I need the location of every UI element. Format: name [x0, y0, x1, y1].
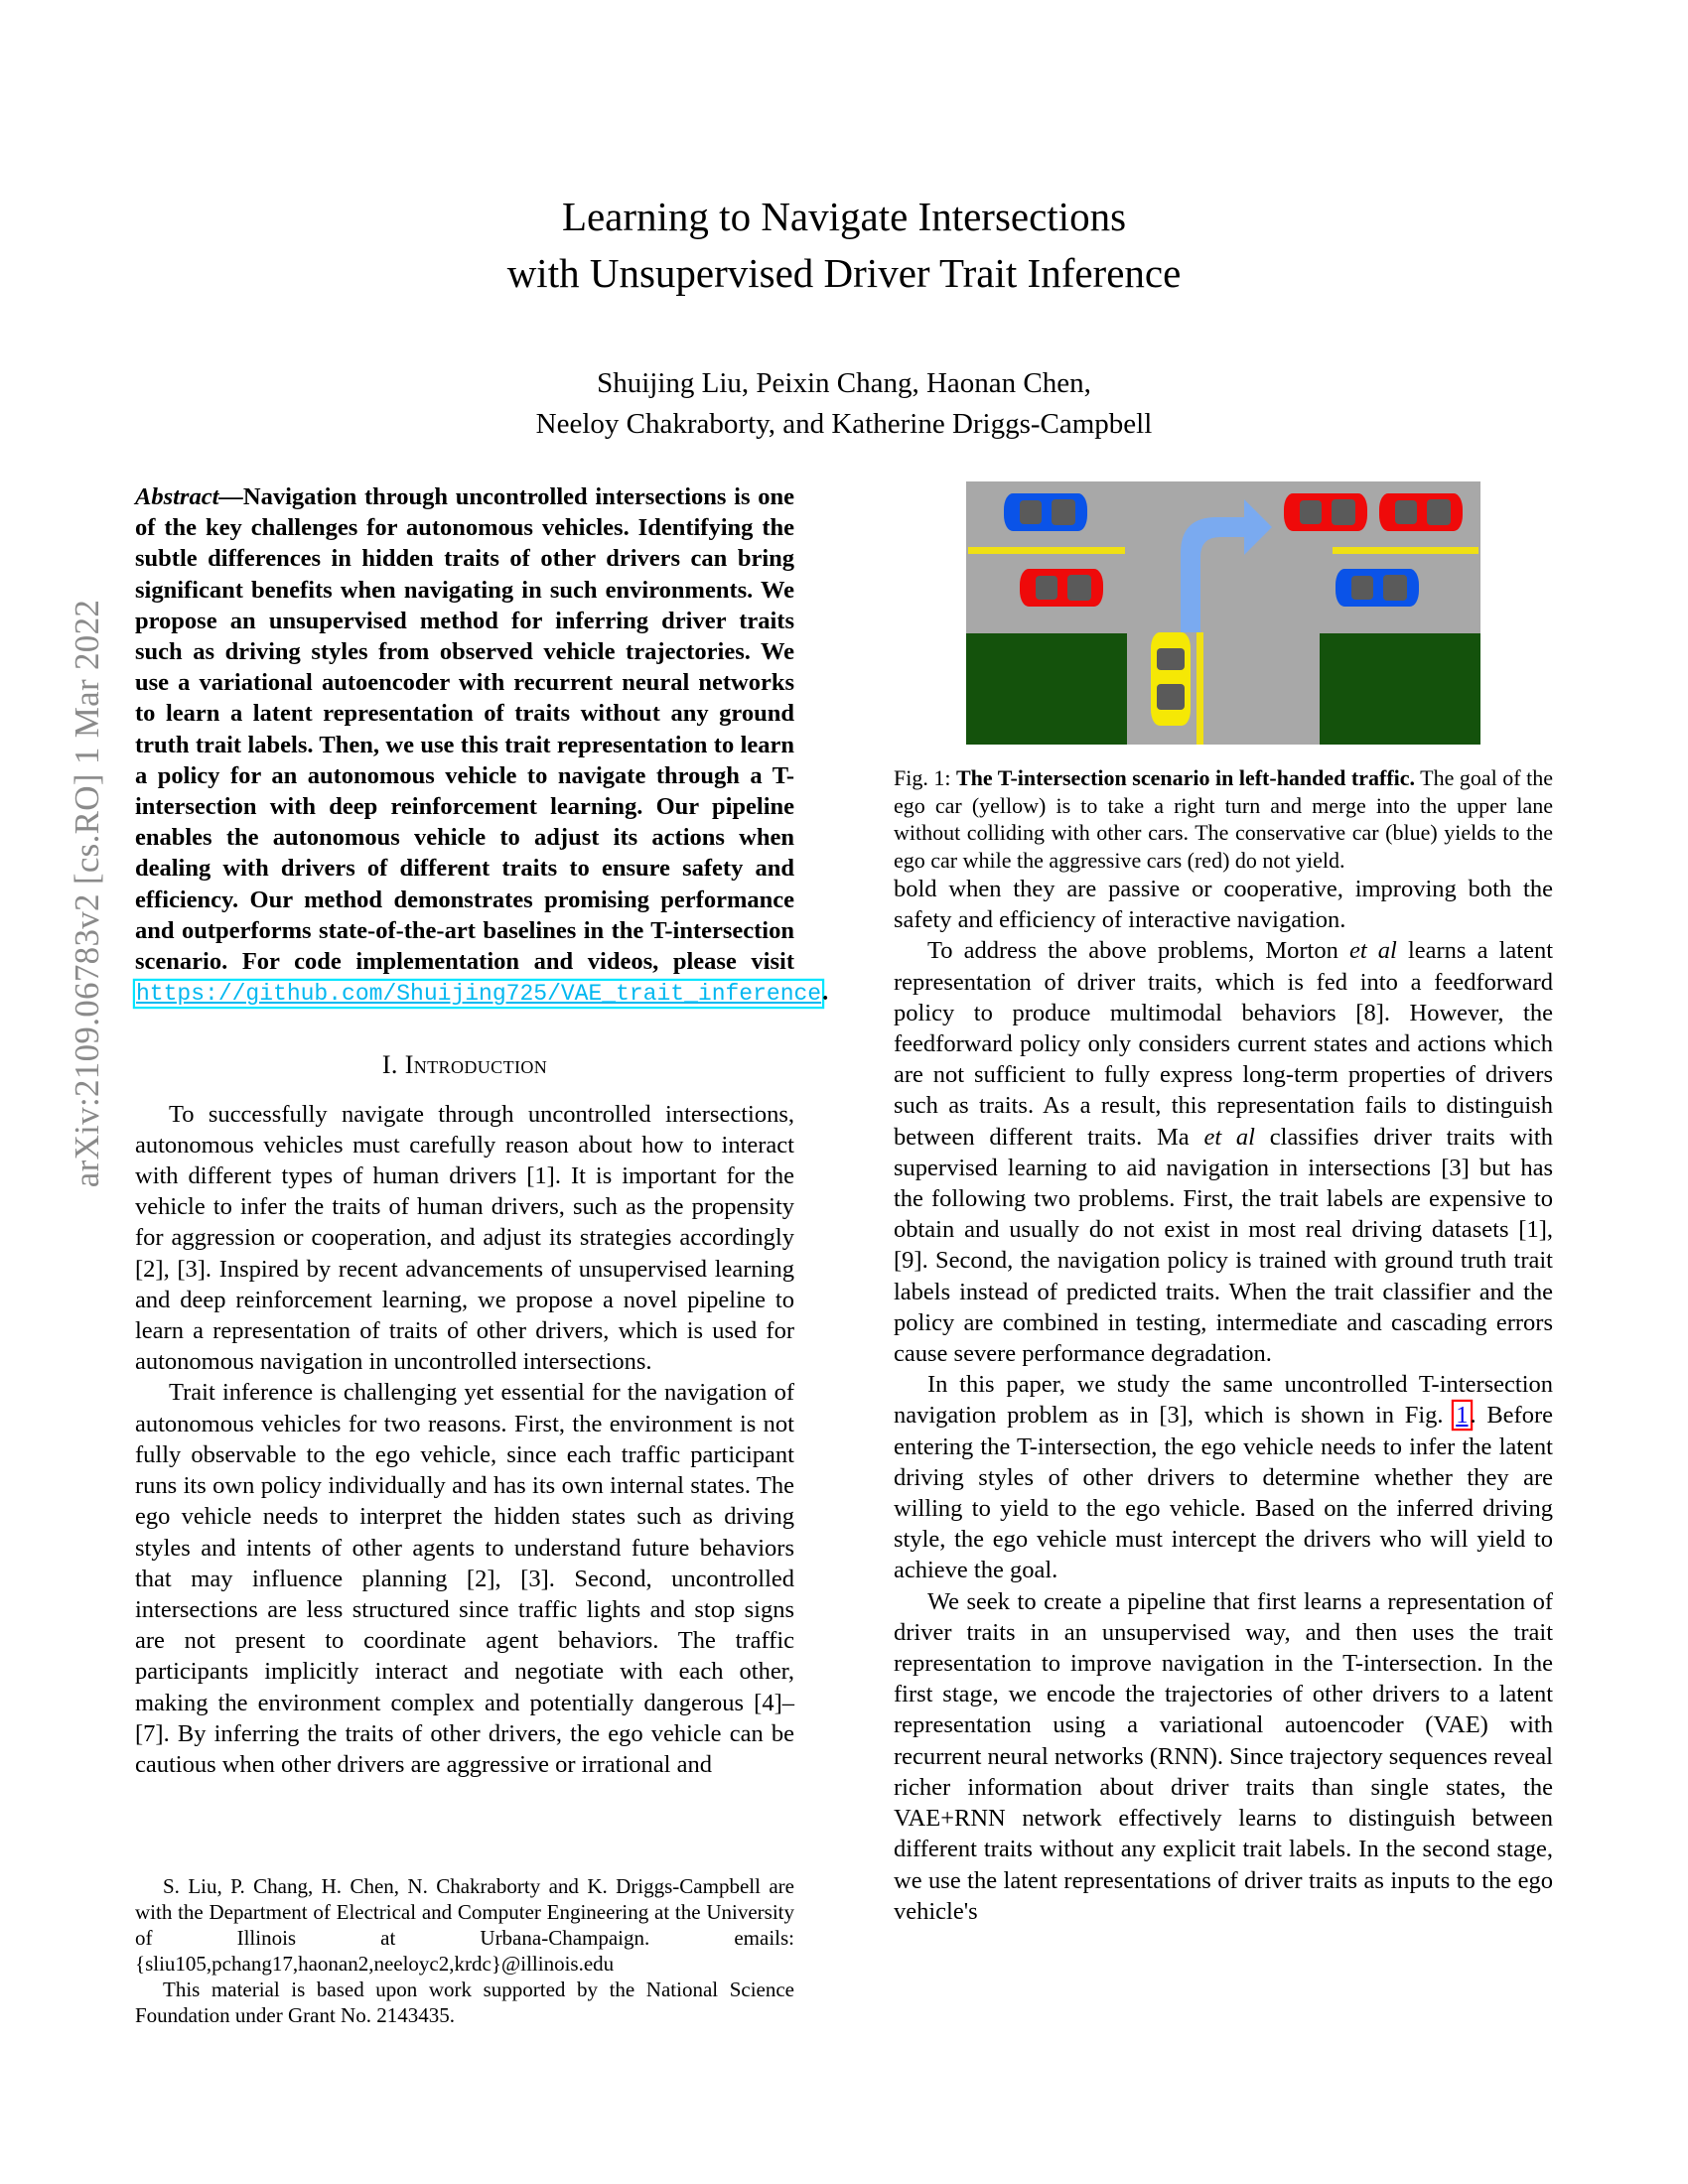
- ma-et-al-2: et al: [1203, 1123, 1255, 1151]
- car-shadow: [1334, 567, 1421, 609]
- figure-caption: [894, 764, 1553, 874]
- author-list: [129, 363, 1559, 445]
- footnote-affiliation: S. Liu, P. Chang, H. Chen, N. Chakraborty and K. Driggs-Campbell are with the Department of Electrical and Computer Engineering at the University of Illinois at Urbana-Champaign. emails: {sliu105,pchang17,haonan2,neeloyc2,krdc}@illinois.edu: [135, 1874, 794, 1976]
- car-window-front: [1020, 500, 1042, 524]
- intro-paragraph-1: To successfully navigate through uncontrolled intersections, autonomous vehicles must carefully reason about how to interact with different types of human drivers [1]. It is important for the vehicle to infer the traits of human drivers, such as the propensity for aggression or cooperation, and adjust its strategies accordingly [2], [3]. Inspired by recent advancements of unsupervised learning and deep reinforcement learning, we propose a novel pipeline to learn a representation of traits of other drivers, which is used for autonomous navigation in uncontrolled intersections.: [135, 1100, 794, 1376]
- car-window-rear: [1427, 499, 1451, 525]
- car-shadow: [1002, 491, 1089, 533]
- right-paragraph-continued: bold when they are passive or cooperative, improving both the safety and efficiency of interactive navigation.: [894, 876, 1553, 934]
- section-numeral: I.: [381, 1050, 398, 1080]
- car-window-front: [1351, 576, 1373, 600]
- figure-caption-rest: The goal of the ego car (yellow) is to take a right turn and merge into the upper lane without colliding with other cars. The conservative car (blue) yields to the ego car while the aggressive cars (red) do not yield.: [894, 765, 1553, 873]
- turn-arrow-icon: [1159, 495, 1276, 634]
- lane-marking-left: [968, 547, 1125, 554]
- car-window-front: [1157, 648, 1185, 670]
- figure-1: [894, 481, 1553, 874]
- morton-text-c: classifies driver traits with supervised learning to aid navigation in intersections [3] but has the following two problems. First, the trait labels are expensive to obtain and usually do not exist in most real driving datasets [1], [9]. Second, the navigation policy is trained with ground truth trait labels instead of predicted traits. When the trait classifier and the policy are combined in testing, intermediate and cascading errors cause severe performance degradation.: [894, 1123, 1553, 1368]
- car-blue-top-left: [1004, 493, 1087, 531]
- abstract-lead: Abstract—: [135, 483, 243, 510]
- right-paragraph-thispaper: [894, 1369, 1553, 1585]
- car-window-rear: [1157, 684, 1185, 710]
- intro-paragraph-2: Trait inference is challenging yet essential for the navigation of autonomous vehicles for two reasons. First, the environment is not fully observable to the ego vehicle, since each traffic participant runs its own policy individually and has its own internal states. The ego vehicle needs to interpret the hidden states such as driving styles and intents of other agents to understand future behaviors that may influence planning [2], [3]. Second, uncontrolled intersections are less structured since traffic lights and stop signs are not present to coordinate agent behaviors. The traffic participants implicitly interact and negotiate with each other, making the environment complex and potentially dangerous [4]–[7]. By inferring the traits of other drivers, the ego vehicle can be cautious when other drivers are aggressive or irrational and: [135, 1379, 794, 1778]
- title-block: [129, 189, 1559, 445]
- car-window-rear: [1067, 575, 1091, 601]
- title-line-1: Learning to Navigate Intersections: [561, 194, 1127, 239]
- abstract-text: Navigation through uncontrolled intersections is one of the key challenges for autonomous vehicles. Identifying the subtle differences in hidden traits of other drivers can bring significant benefits when navigating in such environments. We propose an unsupervised method for inferring driver traits such as driving styles from observed vehicle trajectories. We use a variational autoencoder with recurrent neural networks to learn a latent representation of traits without any ground truth trait labels. Then, we use this trait representation to learn a policy for an autonomous vehicle to navigate through a T-intersection with deep reinforcement learning. Our pipeline enables the autonomous vehicle to adjust its actions when dealing with drivers of different traits to ensure safety and efficiency. Our method demonstrates promising performance and outperforms state-of-the-art baselines in the T-intersection scenario. For code implementation and videos, please visit: [135, 483, 794, 976]
- car-red-top-right-2: [1379, 493, 1463, 531]
- car-window-rear: [1383, 575, 1407, 601]
- car-window-rear: [1332, 499, 1355, 525]
- page-title: [129, 189, 1559, 302]
- figure-caption-label: Fig. 1:: [894, 765, 956, 790]
- t-intersection-illustration: [966, 481, 1480, 745]
- car-window-front: [1395, 500, 1417, 524]
- car-window-front: [1036, 576, 1057, 600]
- right-paragraph-morton: [894, 935, 1553, 1369]
- grass-area-right: [1320, 633, 1480, 745]
- car-red-mid-left: [1020, 569, 1103, 607]
- left-column: [135, 481, 829, 1780]
- morton-text-b: learns a latent representation of driver traits, which is fed into a feedforward policy to produce multimodal behaviors [8]. However, the feedforward policy only considers current states and actions which are not sufficient to fully express long-term properties of drivers such as traits. As a result, this representation fails to distinguish between different traits. Ma: [894, 937, 1554, 1151]
- title-line-2: with Unsupervised Driver Trait Inference: [506, 250, 1182, 296]
- footnote-funding: This material is based upon work supported by the National Science Foundation under Grant No. 2143435.: [135, 1978, 794, 2027]
- section-heading-introduction: [135, 1049, 794, 1080]
- morton-et-al-1: et al: [1348, 937, 1397, 965]
- car-shadow: [1149, 630, 1193, 728]
- thispaper-text-a: In this paper, we study the same uncontrolled T-intersection navigation problem as in [3], which is shown in Fig.: [894, 1371, 1553, 1430]
- section-title: Introduction: [404, 1050, 548, 1080]
- car-shadow: [1282, 491, 1369, 533]
- car-shadow: [1018, 567, 1105, 609]
- lane-marking-right: [1333, 547, 1478, 554]
- thispaper-text-b: . Before entering the T-intersection, the ego vehicle needs to infer the latent driving styles of other drivers to determine whether they are willing to yield to the ego vehicle. Based on the inferred driving style, the ego vehicle must intercept the drivers who will yield to achieve the goal.: [894, 1402, 1553, 1584]
- author-line-1: Shuijing Liu, Peixin Chang, Haonan Chen,: [597, 367, 1091, 399]
- right-paragraph-pipeline: We seek to create a pipeline that first learns a representation of driver traits in an unsupervised way, and then uses the trait representation to improve navigation in the T-intersection. In the first stage, we encode the trajectories of other drivers to a latent representation using a variational autoencoder (VAE) with recurrent neural networks (RNN). Since trajectory sequences reveal richer information about driver traits than single states, the VAE+RNN network effectively learns to distinguish between different traits without any explicit trait labels. In the second stage, we use the latent representations of driver traits as inputs to the ego vehicle's: [894, 1587, 1553, 1925]
- arxiv-stamp: arXiv:2109.06783v2 [cs.RO] 1 Mar 2022: [68, 599, 106, 1188]
- author-line-2: Neeloy Chakraborty, and Katherine Driggs-Campbell: [535, 408, 1153, 440]
- grass-area-left: [966, 633, 1127, 745]
- right-column: [894, 874, 1553, 1927]
- abstract: [135, 481, 829, 1008]
- figure-caption-bold: The T-intersection scenario in left-handed traffic.: [956, 765, 1416, 790]
- car-window-rear: [1052, 499, 1075, 525]
- footnote-block: [135, 1873, 794, 2028]
- car-red-top-right-1: [1284, 493, 1367, 531]
- figure-1-reference-link[interactable]: 1: [1456, 1402, 1469, 1430]
- github-link[interactable]: https://github.com/Shuijing725/VAE_trait_inference: [136, 981, 822, 1008]
- abstract-period: .: [822, 979, 829, 1007]
- car-blue-mid-right: [1336, 569, 1419, 607]
- car-ego-yellow: [1151, 632, 1191, 726]
- lane-marking-center: [1196, 632, 1203, 745]
- car-shadow: [1377, 491, 1465, 533]
- morton-text-a: To address the above problems, Morton: [927, 937, 1349, 965]
- car-window-front: [1300, 500, 1322, 524]
